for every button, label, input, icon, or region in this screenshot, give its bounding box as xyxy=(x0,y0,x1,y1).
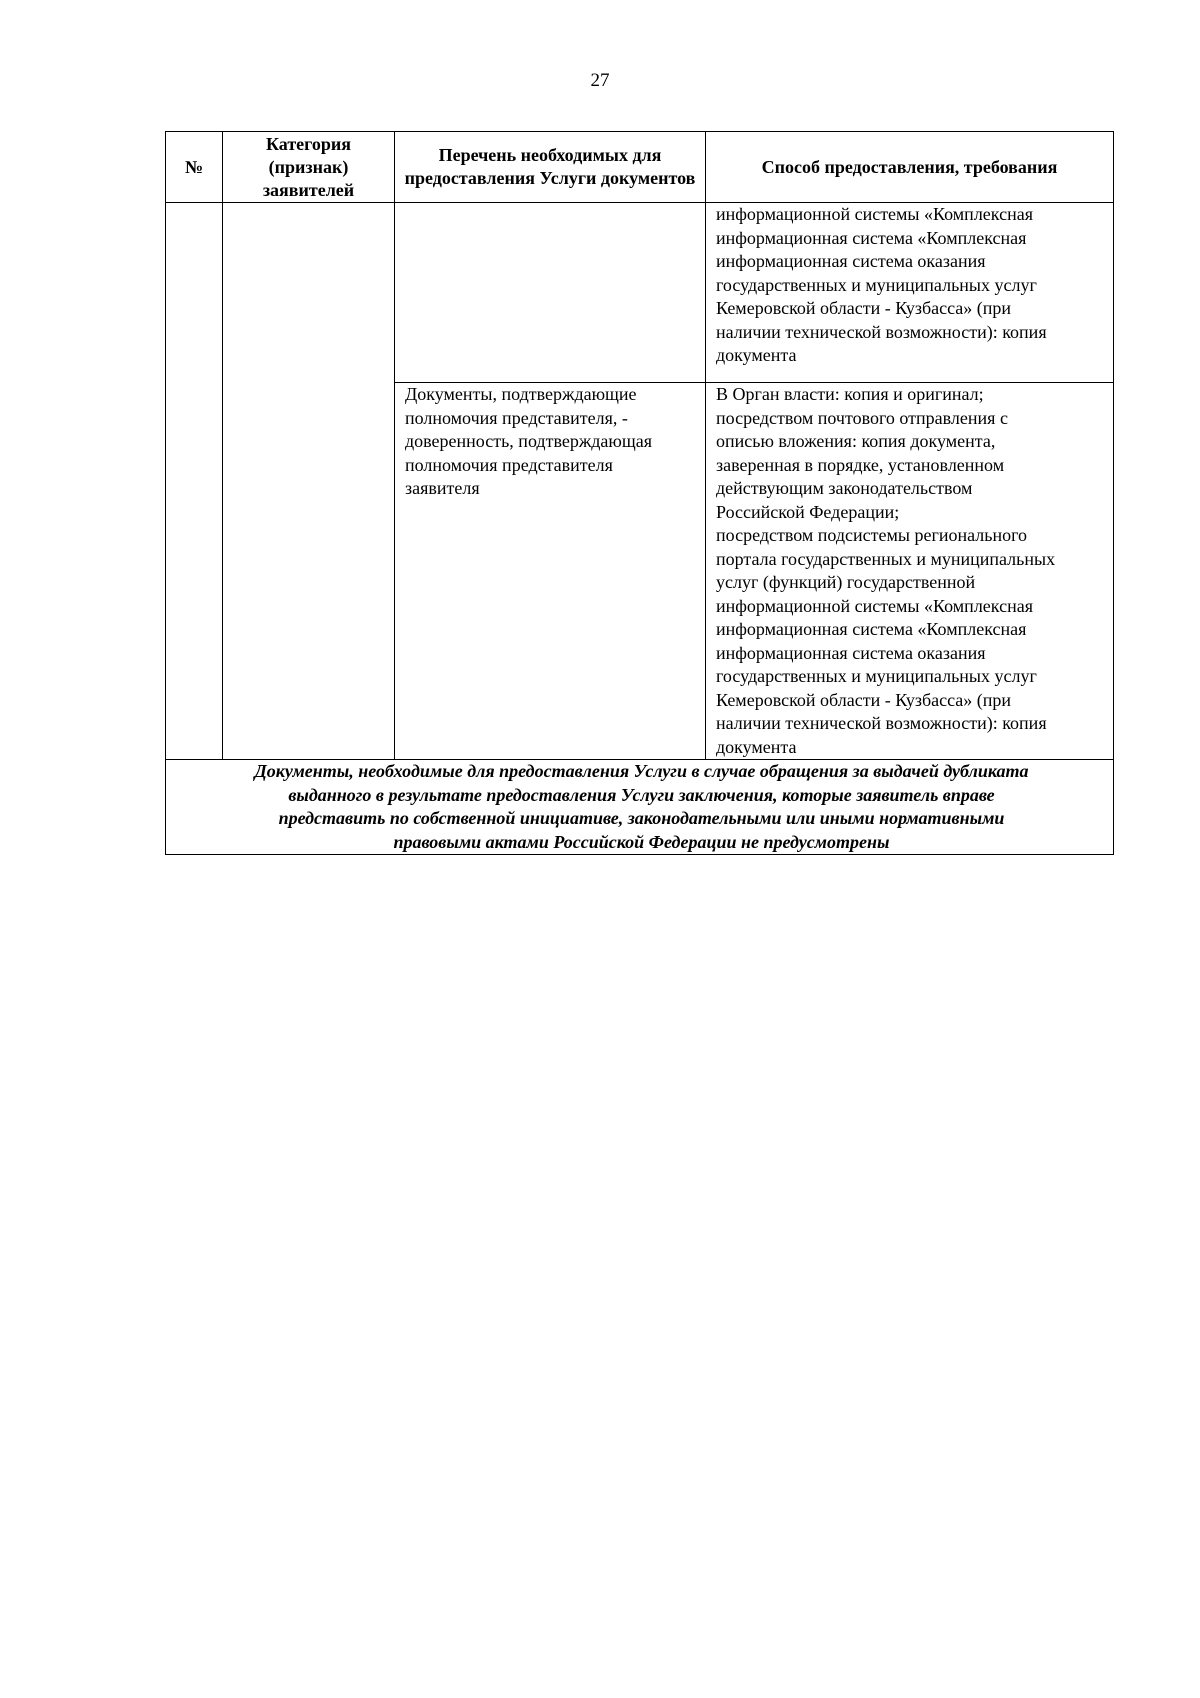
text-line: Кемеровской области - Кузбасса» (при xyxy=(716,298,1012,318)
text-line: полномочия представителя xyxy=(405,454,613,475)
footer-note xyxy=(166,760,1114,855)
text-line: Кемеровской области - Кузбасса» (при xyxy=(716,689,1012,710)
text-line: Документы, подтверждающие xyxy=(405,384,637,404)
text-line: В Орган власти: копия и оригинал; xyxy=(716,384,984,404)
text-line: заверенная в порядке, установленном xyxy=(716,454,1005,475)
cell-number xyxy=(166,203,223,760)
text-line: наличии технической возможности): копия xyxy=(716,321,1047,342)
header-documents: Перечень необходимых для предоставления Услуги документов xyxy=(395,132,706,203)
text-line: описью вложения: копия документа, xyxy=(716,431,996,451)
text-line: документа xyxy=(716,345,797,365)
text-line: доверенность, подтверждающая xyxy=(405,431,652,451)
table-header-row xyxy=(166,132,1114,203)
text-line: информационная система оказания xyxy=(716,642,986,663)
text-line: государственных и муниципальных услуг xyxy=(716,274,1037,295)
text-line: информационная система «Комплексная xyxy=(716,619,1027,639)
text-line: посредством почтового отправления с xyxy=(716,407,1008,428)
cell-category xyxy=(223,203,395,760)
text-line: документа xyxy=(716,736,797,757)
documents-table xyxy=(165,131,1114,855)
text-line: заявителя xyxy=(405,478,480,498)
text-line: информационной системы «Комплексная xyxy=(716,204,1033,224)
header-number: № xyxy=(166,132,223,203)
header-category: Категория (признак) заявителей xyxy=(223,132,395,203)
text-line: услуг (функций) государственной xyxy=(716,572,976,592)
text-line: информационная система «Комплексная xyxy=(716,227,1027,248)
text-line: посредством подсистемы регионального xyxy=(716,525,1028,545)
cell-method-representative xyxy=(706,383,1114,760)
text-line: наличии технической возможности): копия xyxy=(716,713,1047,733)
cell-method-continued xyxy=(706,203,1114,383)
text-line: правовыми актами Российской Федерации не предусмотрены xyxy=(393,831,890,852)
text-line: информационная система оказания xyxy=(716,251,986,271)
table-row xyxy=(166,203,1114,383)
table-footer-row xyxy=(166,760,1114,855)
text-line: государственных и муниципальных услуг xyxy=(716,666,1037,686)
cell-documents-representative xyxy=(395,383,706,760)
cell-documents-continued xyxy=(395,203,706,383)
text-line: информационной системы «Комплексная xyxy=(716,595,1033,616)
text-line: Документы, необходимые для предоставления Услуги в случае обращения за выдачей дубликата xyxy=(254,761,1029,781)
page-number: 27 xyxy=(590,70,610,91)
text-line: полномочия представителя, - xyxy=(405,407,628,428)
header-method: Способ предоставления, требования xyxy=(706,132,1114,203)
text-line: действующим законодательством xyxy=(716,478,973,498)
text-line: Российской Федерации; xyxy=(716,501,900,522)
text-line: выданного в результате предоставления Услуги заключения, которые заявитель вправе xyxy=(288,784,995,805)
text-line: представить по собственной инициативе, законодательными или иными нормативными xyxy=(278,808,1005,828)
text-line: портала государственных и муниципальных xyxy=(716,548,1056,569)
